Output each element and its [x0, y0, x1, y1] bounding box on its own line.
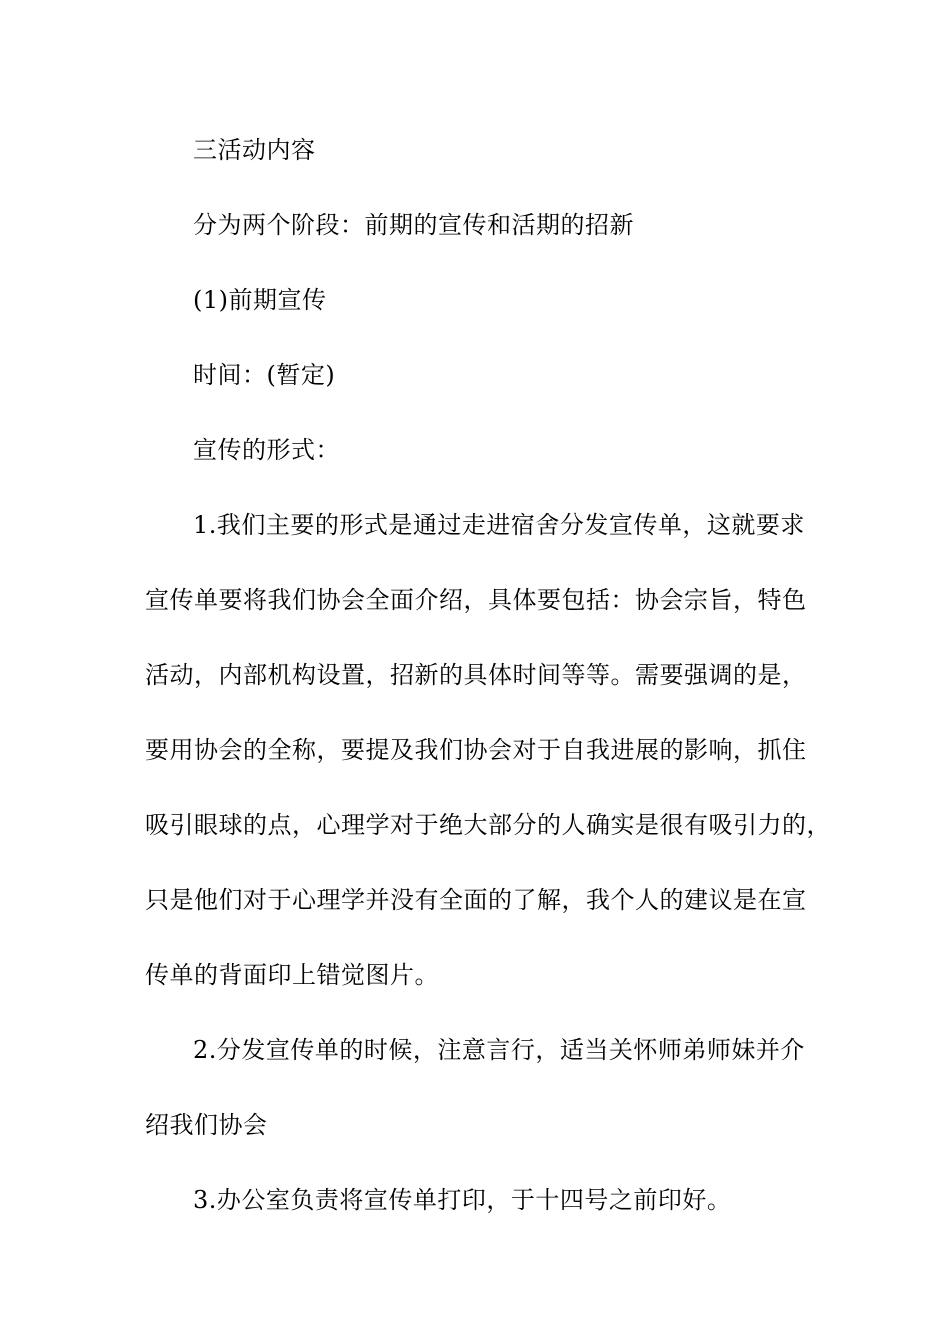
- paragraph-line: 时间：(暂定): [193, 361, 336, 389]
- paragraph-line: 1.我们主要的形式是通过走进宿舍分发宣传单，这就要求: [193, 511, 805, 539]
- paragraph-line: 传单的背面印上错觉图片。: [145, 961, 439, 989]
- paragraph-line: 宣传的形式：: [193, 436, 340, 464]
- paragraph-line: 绍我们协会: [145, 1111, 268, 1139]
- paragraph-line: 2.分发宣传单的时候，注意言行，适当关怀师弟师妹并介: [193, 1036, 805, 1064]
- paragraph-line: 要用协会的全称，要提及我们协会对于自我进展的影响，抓住: [145, 736, 807, 764]
- subsection-heading: (1)前期宣传: [193, 286, 327, 314]
- paragraph-line: 宣传单要将我们协会全面介绍，具体要包括：协会宗旨，特色: [145, 586, 807, 614]
- paragraph-line: 只是他们对于心理学并没有全面的了解，我个人的建议是在宣: [145, 886, 807, 914]
- paragraph-line: 分为两个阶段：前期的宣传和活期的招新: [193, 211, 634, 239]
- section-heading: 三活动内容: [193, 136, 316, 164]
- paragraph-line: 吸引眼球的点，心理学对于绝大部分的人确实是很有吸引力的，: [145, 811, 831, 839]
- paragraph-line: 3.办公室负责将宣传单打印，于十四号之前印好。: [193, 1186, 732, 1214]
- paragraph-line: 活动，内部机构设置，招新的具体时间等等。需要强调的是，: [145, 661, 807, 689]
